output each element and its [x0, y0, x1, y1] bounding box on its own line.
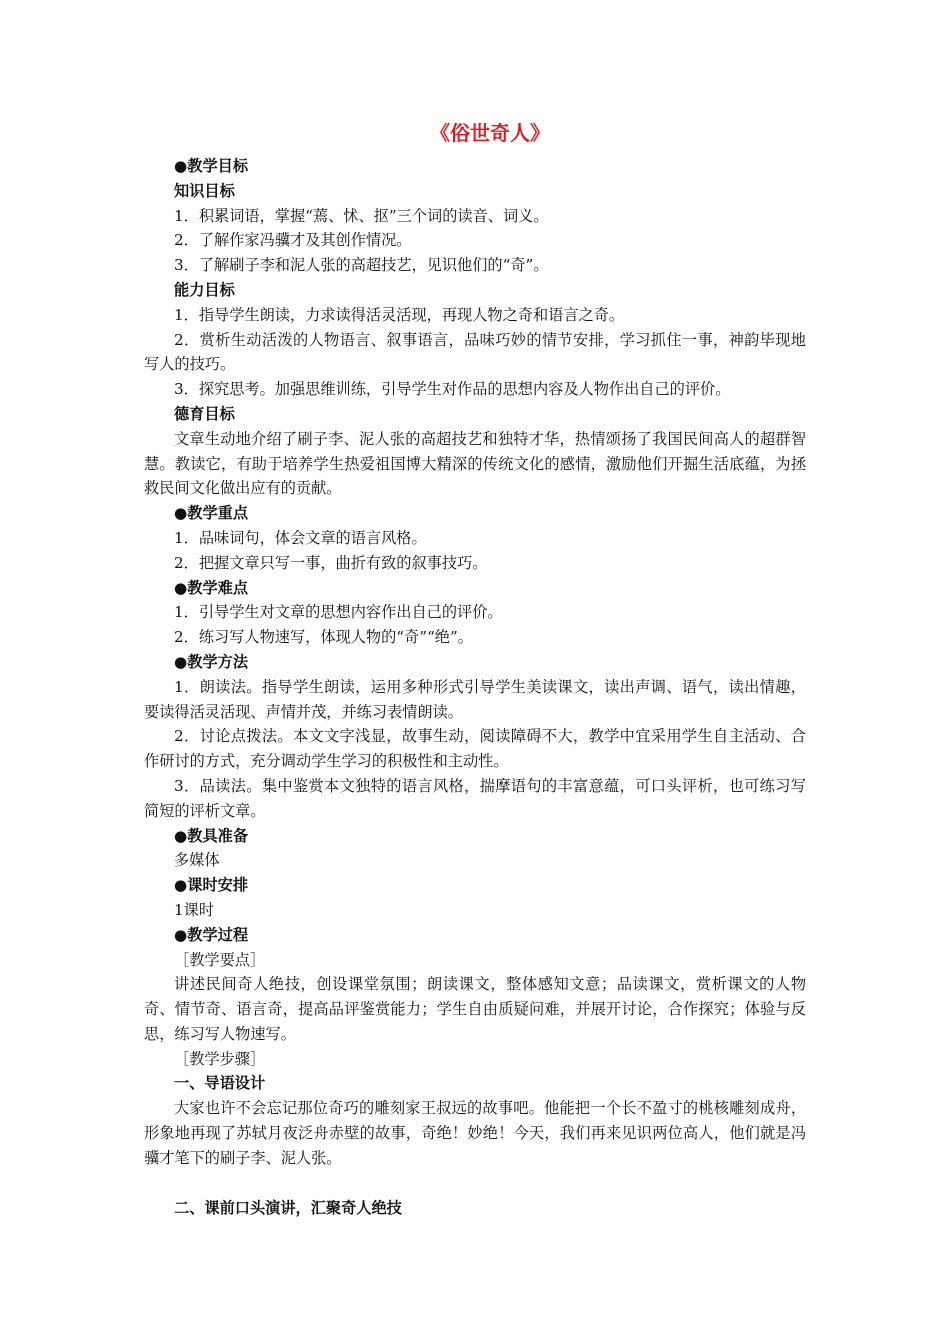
key-point-item: 1．品味词句，体会文章的语言风格。: [174, 528, 427, 547]
tools-text: 多媒体: [174, 851, 220, 870]
section-heading-difficulties: ● 教学难点: [144, 576, 806, 601]
difficulty-item: 2．练习写人物速写，体现人物的“奇”“绝”。: [174, 628, 473, 647]
subheading-ability: 能力目标: [174, 280, 235, 299]
section-heading-objectives: ● 教学目标: [144, 154, 806, 179]
ability-item: 1．指导学生朗读，力求读得活灵活现，再现人物之奇和语言之奇。: [174, 305, 625, 324]
knowledge-item: 1．积累词语，掌握“蔫、怵、抠”三个词的读音、词义。: [174, 206, 549, 225]
document-title: 《俗世奇人》: [430, 121, 550, 145]
method-item: 3．品读法。集中鉴赏本文独特的语言风格，揣摩语句的丰富意蕴，可口头评析，也可练习写简短的评析文章。: [144, 776, 806, 820]
section-heading-process: ● 教学过程: [144, 923, 806, 948]
step2-heading: 二、课前口头演讲，汇聚奇人绝技: [174, 1198, 402, 1217]
subheading-knowledge: 知识目标: [174, 181, 235, 200]
process-steps-heading: ［教学步骤］: [174, 1049, 266, 1068]
moral-paragraph: 文章生动地介绍了刷子李、泥人张的高超技艺和独特才华，热情颂扬了我国民间高人的超群智慧。教读它，有助于培养学生热爱祖国博大精深的传统文化的感情，激励他们开掘生活底蕴，为拯救民间文化做出应有的贡献。: [144, 429, 806, 498]
step1-heading: 一、导语设计: [174, 1074, 266, 1093]
section-heading-schedule: ● 课时安排: [144, 873, 806, 898]
process-points-paragraph: 讲述民间奇人绝技，创设课堂氛围；朗读课文，整体感知文意；品读课文，赏析课文的人物奇、情节奇、语言奇，提高品评鉴赏能力；学生自由质疑问难，并展开讨论，合作探究；体验与反思，练习写人物速写。: [144, 975, 806, 1043]
subheading-moral: 德育目标: [174, 404, 235, 423]
section-heading-key-points: ● 教学重点: [144, 501, 806, 526]
schedule-text: 1课时: [174, 900, 215, 919]
document-page: [144, 120, 806, 1220]
ability-item: 3．探究思考。加强思维训练，引导学生对作品的思想内容及人物作出自己的评价。: [174, 380, 731, 399]
key-point-item: 2．把握文章只写一事，曲折有致的叙事技巧。: [174, 553, 488, 572]
ability-item: 2．赏析生动活泼的人物语言、叙事语言，品味巧妙的情节安排，学习抓住一事，神韵毕现地写人的技巧。: [144, 330, 806, 374]
paragraph-gap: [144, 1171, 806, 1196]
step1-paragraph: 大家也许不会忘记那位奇巧的雕刻家王叔远的故事吧。他能把一个长不盈寸的桃核雕刻成舟，形象地再现了苏轼月夜泛舟赤壁的故事，奇绝！妙绝！今天，我们再来见识两位高人，他们就是冯骥才笔下的刷子李、泥人张。: [144, 1099, 806, 1167]
process-points-heading: ［教学要点］: [174, 950, 266, 969]
knowledge-item: 3．了解刷子李和泥人张的高超技艺，见识他们的“奇”。: [174, 256, 549, 275]
knowledge-item: 2．了解作家冯骥才及其创作情况。: [174, 231, 412, 250]
method-item: 2．讨论点拨法。本文文字浅显，故事生动，阅读障碍不大，教学中宜采用学生自主活动、合作研讨的方式，充分调动学生学习的积极性和主动性。: [144, 727, 806, 771]
method-item: 1．朗读法。指导学生朗读，运用多种形式引导学生美读课文，读出声调、语气，读出情趣，要读得活灵活现、声情并茂，并练习表情朗读。: [144, 677, 806, 721]
section-heading-methods: ● 教学方法: [144, 650, 806, 675]
difficulty-item: 1．引导学生对文章的思想内容作出自己的评价。: [174, 603, 503, 622]
section-heading-tools: ● 教具准备: [144, 824, 806, 849]
